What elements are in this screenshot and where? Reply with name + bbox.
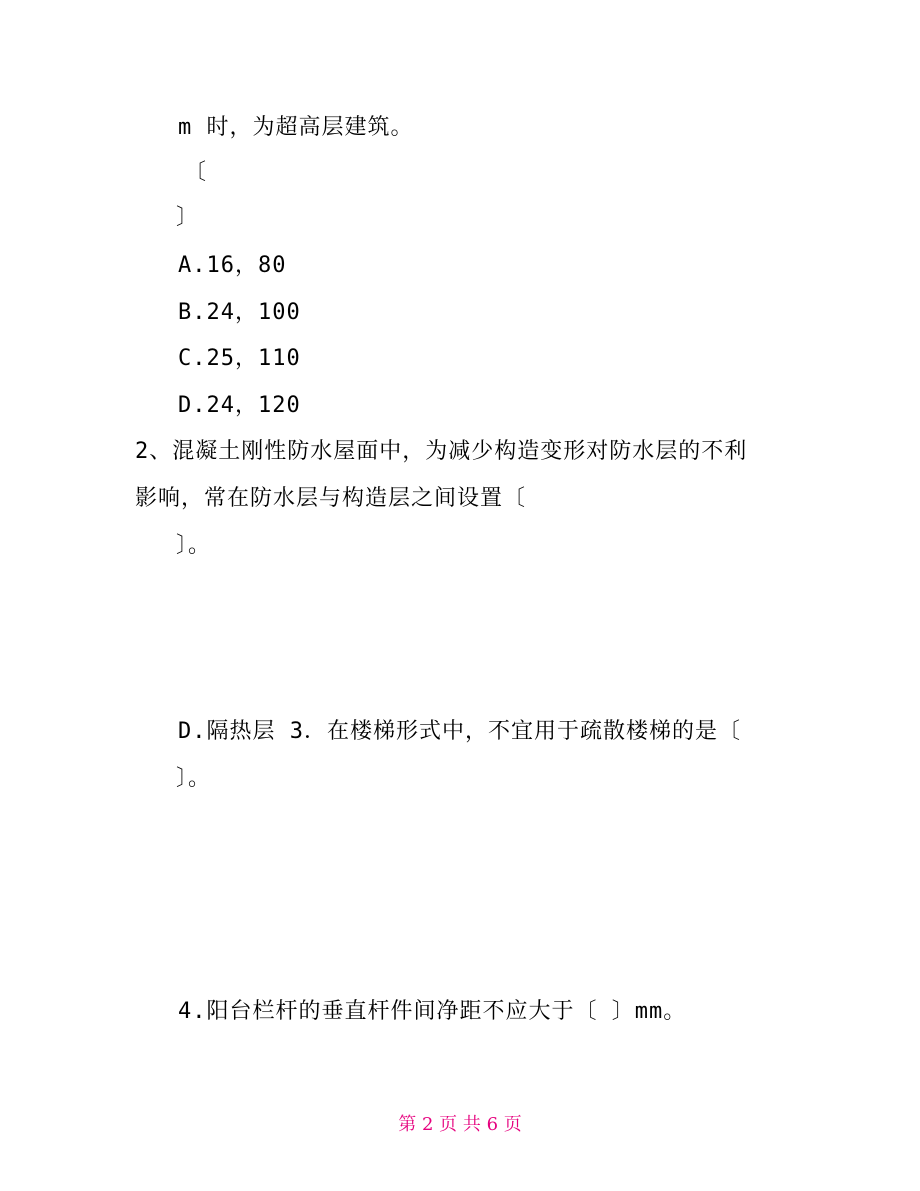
question1-continuation: m 时，为超高层建筑。 <box>178 115 414 140</box>
question4-line1: 4.阳台栏杆的垂直杆件间净距不应大于〔 〕mm。 <box>178 999 687 1024</box>
page-number-footer: 第 2 页 共 6 页 <box>398 1114 522 1135</box>
question3-line1: D.隔热层 3．在楼梯形式中，不宜用于疏散楼梯的是〔 <box>178 719 741 744</box>
question2-line3: 〕。 <box>176 533 212 558</box>
question1-option-b: B.24，100 <box>178 300 301 325</box>
question2-line2: 影响，常在防水层与构造层之间设置〔 <box>135 486 527 511</box>
question1-paren-open: 〔 <box>184 160 208 185</box>
question1-paren-close: 〕 <box>176 205 200 230</box>
question2-line1: 2、混凝土刚性防水屋面中，为减少构造变形对防水层的不利 <box>135 439 748 464</box>
question1-option-c: C.25，110 <box>178 346 301 371</box>
question1-option-a: A.16，80 <box>178 253 287 278</box>
question3-line2: 〕。 <box>176 766 212 791</box>
question1-option-d: D.24，120 <box>178 393 301 418</box>
